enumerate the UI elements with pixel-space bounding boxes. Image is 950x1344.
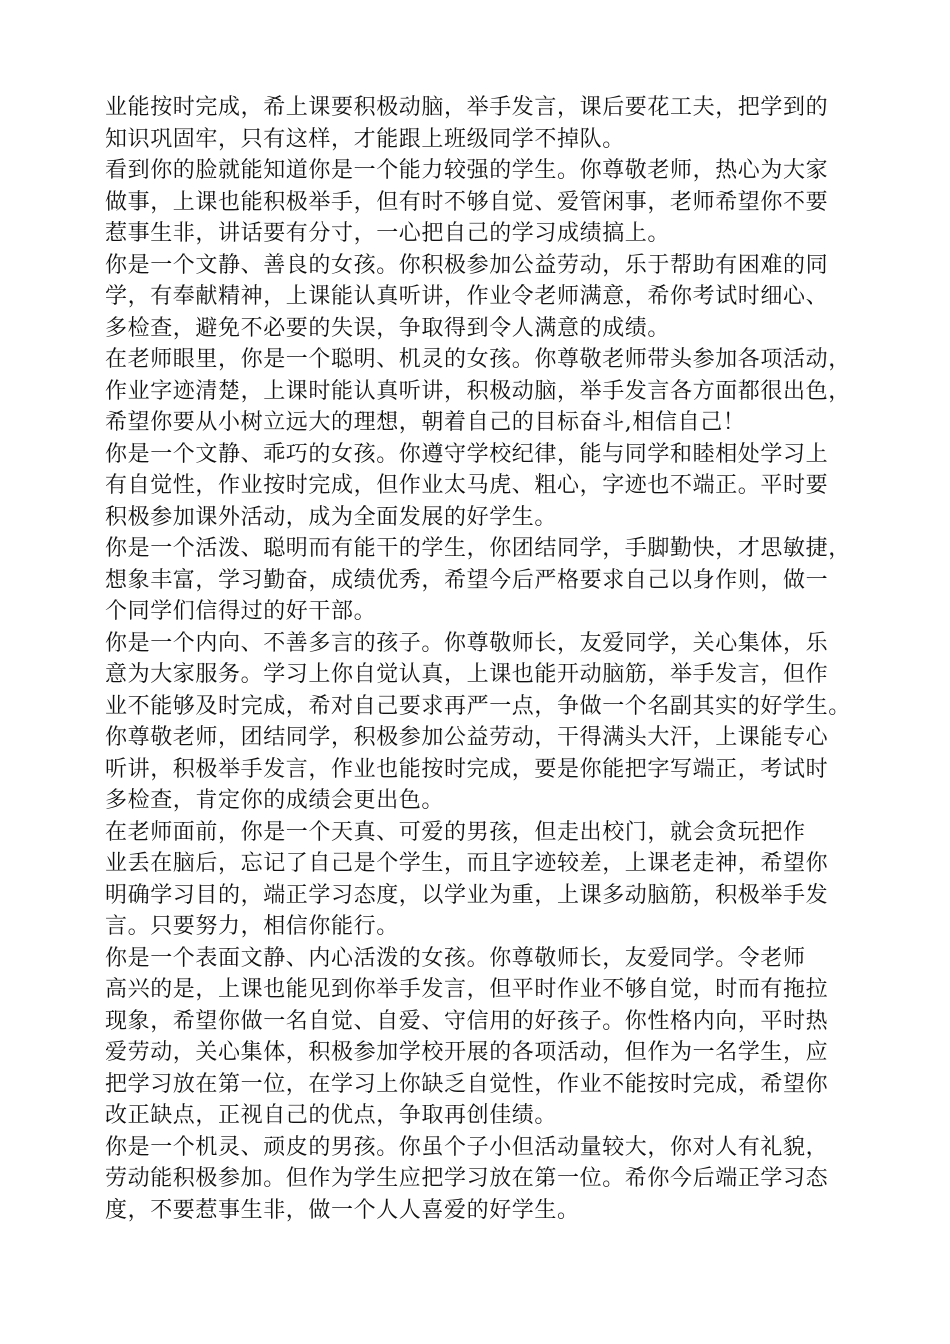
text-line: 业丢在脑后，忘记了自己是个学生，而且字迹较差，上课老走神，希望你 [105,851,829,876]
text-line: 爱劳动，关心集体，积极参加学校开展的各项活动，但作为一名学生，应 [105,1040,829,1065]
text-line: 作业字迹清楚，上课时能认真听讲，积极动脑，举手发言各方面都很出色， [105,378,851,404]
text-line: 业能按时完成，希上课要积极动脑，举手发言，课后要花工夫，把学到的 [105,95,829,120]
text-line: 言。只要努力，相信你能行。 [105,914,399,939]
text-line: 你是一个文静、乖巧的女孩。你遵守学校纪律，能与同学和睦相处学习上 [105,441,829,467]
text-line: 积极参加课外活动，成为全面发展的好学生。 [105,504,558,530]
text-line: 你是一个机灵、顽皮的男孩。你虽个子小但活动量较大，你对人有礼貌， [105,1134,829,1160]
text-line: 个同学们信得过的好干部。 [105,599,377,624]
text-line: 在老师面前，你是一个天真、可爱的男孩，但走出校门，就会贪玩把作 [105,819,806,845]
text-line: 惹事生非，讲话要有分寸，一心把自己的学习成绩搞上。 [105,221,671,246]
text-line: 度，不要惹事生非，做一个人人喜爱的好学生。 [105,1197,580,1223]
text-line: 希望你要从小树立远大的理想，朝着自己的目标奋斗,相信自己！ [105,410,746,435]
text-line: 做事，上课也能积极举手，但有时不够自觉、爱管闲事，老师希望你不要 [105,189,829,215]
text-line: 高兴的是，上课也能见到你举手发言，但平时作业不够自觉，时而有拖拉 [105,977,829,1002]
text-line: 看到你的脸就能知道你是一个能力较强的学生。你尊敬老师，热心为大家 [105,158,829,183]
text-line: 多检查，肯定你的成绩会更出色。 [105,788,445,813]
text-line: 在老师眼里，你是一个聪明、机灵的女孩。你尊敬老师带头参加各项活动， [105,347,851,372]
comment-text-block [105,92,865,1226]
text-line: 改正缺点，正视自己的优点，争取再创佳绩。 [105,1103,558,1128]
text-line: 听讲，积极举手发言，作业也能按时完成，要是你能把字写端正，考试时 [105,756,829,782]
text-line: 多检查，避免不必要的失误，争取得到令人满意的成绩。 [105,315,671,341]
text-line: 你是一个文静、善良的女孩。你积极参加公益劳动，乐于帮助有困难的同 [105,252,829,278]
text-line: 你尊敬老师，团结同学，积极参加公益劳动，干得满头大汗，上课能专心 [105,725,829,750]
text-line: 明确学习目的，端正学习态度，以学业为重，上课多动脑筋，积极举手发 [105,882,829,908]
text-line: 现象，希望你做一名自觉、自爱、守信用的好孩子。你性格内向，平时热 [105,1008,829,1034]
text-line: 你是一个表面文静、内心活泼的女孩。你尊敬师长，友爱同学。令老师 [105,945,806,971]
text-line: 知识巩固牢，只有这样，才能跟上班级同学不掉队。 [105,126,625,152]
text-line: 意为大家服务。学习上你自觉认真，上课也能开动脑筋，举手发言，但作 [105,662,829,687]
text-line: 你是一个活泼、聪明而有能干的学生，你团结同学，手脚勤快，才思敏捷， [105,536,851,561]
text-line: 业不能够及时完成，希对自己要求再严一点，争做一个名副其实的好学生。 [105,693,851,719]
text-line: 劳动能积极参加。但作为学生应把学习放在第一位。希你今后端正学习态 [105,1166,829,1191]
text-line: 有自觉性，作业按时完成，但作业太马虎、粗心，字迹也不端正。平时要 [105,473,829,498]
text-line: 想象丰富，学习勤奋，成绩优秀，希望今后严格要求自己以身作则，做一 [105,567,829,593]
text-line: 学，有奉献精神，上课能认真听讲，作业令老师满意，希你考试时细心、 [105,284,829,309]
text-line: 你是一个内向、不善多言的孩子。你尊敬师长，友爱同学，关心集体，乐 [105,630,829,656]
text-line: 把学习放在第一位，在学习上你缺乏自觉性，作业不能按时完成，希望你 [105,1071,829,1097]
